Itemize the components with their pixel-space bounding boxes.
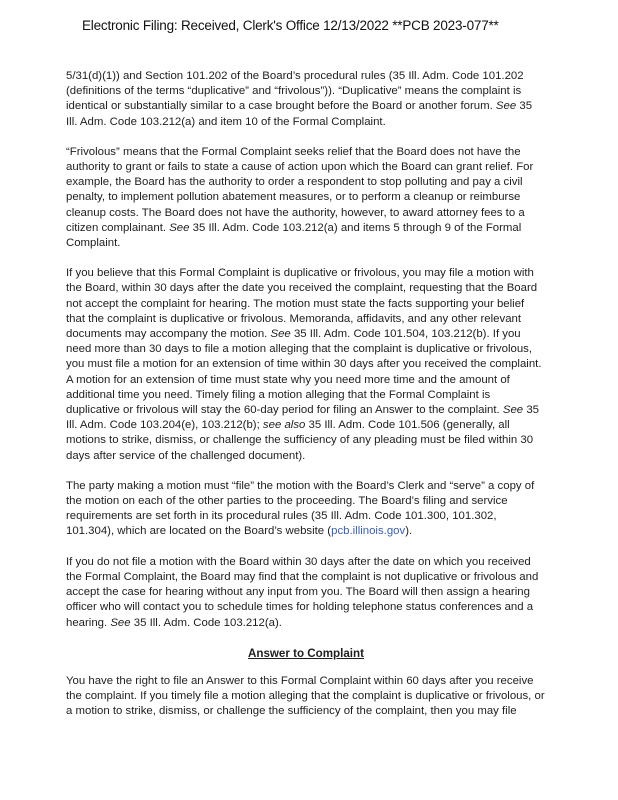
paragraph-text: 35 Ill. Adm. Code 101.504, 103.212(b). If you need more than 30 days to file a motion alleging that the complaint is duplicative or frivolous, you must file a motion for an extension of time within 30 days after you received the complaint. A motion for an extension of time must state why you need more time and the amount of additional time you need. Timely filing a motion alleging that the Formal Complaint is duplicative or frivolous will stay the 60-day period for filing an Answer to the complaint. bbox=[66, 328, 542, 417]
citation-signal: See bbox=[110, 616, 131, 629]
citation-signal: See bbox=[270, 328, 291, 341]
paragraph-text: If you believe that this Formal Complaint is duplicative or frivolous, you may file a motion with the Board, within 30 days after the date you received the complaint, requesting that the Board not accept the complaint for hearing. The motion must state the facts supporting your belief that the complaint is duplicative or frivolous. Memoranda, affidavits, and any other relevant documents may accompany the motion. bbox=[66, 267, 538, 341]
section-heading-answer: Answer to Complaint bbox=[248, 646, 364, 660]
website-link[interactable]: pcb.illinois.gov bbox=[331, 525, 406, 538]
citation-signal: See bbox=[169, 221, 190, 234]
paragraph-text: 35 Ill. Adm. Code 103.212(a). bbox=[130, 616, 282, 629]
paragraph-text: If you do not file a motion with the Board within 30 days after the date on which you received the Formal Complaint, the Board may find that the complaint is not duplicative or frivolous and accept the case for hearing without any input from you. The Board will then assign a hearing officer who will contact you to schedule times for holding telephone status conferences and a hearing. bbox=[66, 555, 539, 629]
paragraph-text: 35 Ill. Adm. Code 101.506 (generally, all motions to strike, dismiss, or challenge the sufficiency of any pleading must be filed within 30 days after service of the challenged document). bbox=[66, 419, 534, 462]
paragraph-filing-motion bbox=[66, 266, 546, 464]
citation-signal: see also bbox=[262, 419, 306, 432]
paragraph-text: 35 Ill. Adm. Code 103.212(a) and items 5 through 9 of the Formal Complaint. bbox=[66, 221, 522, 250]
citation-signal: See bbox=[502, 404, 524, 417]
paragraph-text: The party making a motion must “file” the motion with the Board’s Clerk and “serve” a copy of the motion on each of the other parties to the proceeding. The Board’s filing and service requirements are set forth in its procedural rules (35 Ill. Adm. Code 101.300, 101.302, 101.304), which are located on the Board’s website ( bbox=[66, 479, 535, 538]
paragraph-text: “Frivolous” means that the Formal Complaint seeks relief that the Board does not have the authority to grant or fails to state a cause of action upon which the Board can grant relief. For example, the Board has the authority to order a respondent to stop polluting and pay a civil penalty, to implement pollution abatement measures, or to perform a cleanup or reimburse cleanup costs. The Board does not have the authority, however, to award attorney fees to a citizen complainant. bbox=[66, 145, 534, 234]
paragraph-service-requirements bbox=[66, 479, 546, 540]
paragraph-answer-right bbox=[66, 674, 546, 720]
citation-signal: See bbox=[495, 100, 517, 113]
paragraph-frivolous-definition bbox=[66, 145, 546, 251]
paragraph-duplicative-definition bbox=[66, 69, 546, 130]
paragraph-text: 35 Ill. Adm. Code 103.212(a) and item 10 of the Formal Complaint. bbox=[66, 100, 533, 128]
paragraph-text: 5/31(d)(1)) and Section 101.202 of the Board’s procedural rules (35 Ill. Adm. Code 101.202 (definitions of the terms “duplicative” and “frivolous”)). “Duplicative” means the complaint is identical or substantially similar to a case brought before the Board or another forum. bbox=[66, 70, 524, 113]
paragraph-text: You have the right to file an Answer to this Formal Complaint within 60 days after you receive the complaint. If you timely file a motion alleging that the complaint is duplicative or frivolous, or a motion to strike, dismiss, or challenge the sufficiency of the complaint, then you may file bbox=[66, 674, 545, 718]
paragraph-text: ). bbox=[405, 525, 413, 538]
document-body bbox=[66, 69, 546, 735]
paragraph-no-motion-filed bbox=[66, 555, 546, 631]
paragraph-text: 35 Ill. Adm. Code 103.204(e), 103.212(b); bbox=[66, 404, 539, 432]
filing-stamp-header: Electronic Filing: Received, Clerk's Office 12/13/2022 **PCB 2023-077** bbox=[82, 18, 499, 33]
